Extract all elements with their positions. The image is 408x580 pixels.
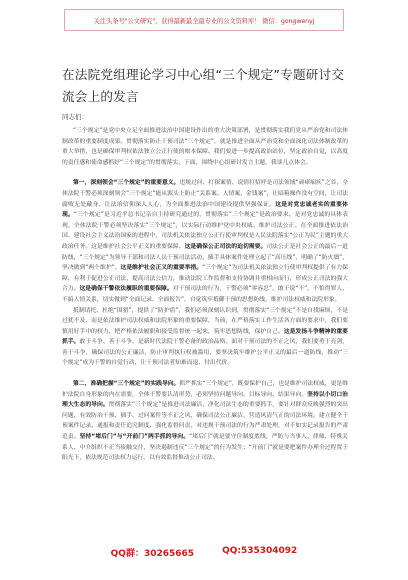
- paragraph-text: “三个规定”是习近平总书记亲自主持研究通过的，贯彻落实“三个规定”是政治要求、是对党忠诚的具体表现，全体法院干警必须坚决落实“三个规定”，以实际行动维护党中央权威、维护司法公正。在全面推进依法治国、建设社会主义法治国家的进程中，司法机关依法独立公正行使审判权是人民法院落实“公正为民”主题的重大政治任务。这是维护社会公平正义的重要保障。: [62, 212, 348, 250]
- paragraph-text: “堵后门”就是要守住制度底线，严防与当事人、律师、特殊关系人、中介组织不正当接触交往，坚决遏制违反“三个规定”的行为发生；“开前门”就是要把案件办理全过程置于阳光下，依法规范司法权力运行，以有效监督推动公正司法。: [62, 434, 348, 462]
- footer-qq-group: QQ群：30265665: [110, 549, 195, 559]
- body-paragraph: [62, 306, 348, 370]
- paragraph-text: 抵制请托、杜绝“围猎”，提供了“防护盾”，我们必须深刻认识到，贯彻落实“三个规定”不是自找麻烦，不是过犹不及，而是依法维护司法权威和法院形象的重要保障，当前，在严格落实工作生活各方面的要求中，我们要慎用好手中的权力，把严格依法履职和接受监督统一起来，筑牢思想防线，保护自己。: [62, 307, 348, 335]
- bold-heading-text: 这是维护社会正义的重要举措。: [120, 265, 203, 272]
- footer-qq-number: QQ:535304092: [222, 546, 298, 556]
- bold-heading-text: 坚持以小切口治理大生态的导向。: [62, 391, 348, 409]
- paragraph-text: 抓严抓实“三个规定”，既要保护自己，也是维护司法权威，更是维护法院自身形象的内在需要，全体干警要认清形势，必须坚持问题导向、目标导向、结果导向。: [62, 381, 348, 398]
- body-paragraph: [62, 379, 348, 464]
- bold-heading-text: 第二，准确把握“三个规定”的实践导向。: [73, 381, 180, 388]
- bold-heading-text: 这是确保干警依法履职的重要保障。: [79, 286, 173, 293]
- paragraph-text: 司法公正是社会公正的最后一道防线，“三个规定”为领导干部和司法人员干预司法活动、插手具体案件处理立起了“高压线”，明确了“防火墙”，坚决做到“两个维护”。: [62, 243, 348, 272]
- bold-heading-text: 这是发扬斗争精神的重要抓手。: [62, 328, 348, 346]
- paragraph-text: 违规过问、打探案情、说情打招呼是司法领域“顽瘴痼疾”之首，全体法院干警必须深刻领会“三个规定”能从源头上防止“关系案、人情案、金钱案”，让暗箱操作没有空间，让司法腐败无处藏身、让法治信仰深入人心，为全面推进法治中国建设提供坚强保证。: [62, 180, 348, 208]
- paragraph-text: “三个规定”为司法机关依法独立行使审判权提供了有力保障，有利于促进公正司法，提高司法公信力，推动法院工作监督和支持协调并重相向而行，形成公正司法的强大合力。: [62, 265, 348, 293]
- greeting: 同志们：: [62, 113, 88, 121]
- bold-heading-text: 第一，深刻领会“三个规定”的重要意义。: [73, 180, 180, 187]
- paragraph-text: 敢于斗争、善于斗争，是新时代法院干警必备的政治品格。面对干预司法的不正之风，我们要勇于亮剑，善于斗争，确保司法的公正廉洁，防止审判执行权被滥用，要坚决筑牢维护公平正义的最后一道防线，推动“三个规定”成为干警的自觉行动，让干预司法者知难而退、付出代价。: [62, 339, 348, 367]
- promo-banner: [64, 9, 344, 31]
- document-body: [62, 126, 348, 464]
- body-paragraph: [62, 178, 348, 305]
- paragraph-text: 对干预司法的行为，干警必须“零容忍”，敢于说“不”，不怕得罪人、不搞人情关系，切实做到“全面记录、全面报告”，自觉筑牢抵御干预的思想防线，维护司法权威和法院形象。: [62, 286, 348, 303]
- paragraph-text: 贯彻落实“三个规定”是推进司法廉洁、净化司法生态的重要抓手，要针对群众反映强烈的突出问题，有效防治干预、插手、过问案件等不正之风，确保司法公正廉洁，营造风清气正的司法环境。建立健全干预案件记录、通报和责任追究制度，强化监督问责，对违规干预司法的行为严肃处理，对不如实记录报告的严肃追责。: [62, 402, 348, 441]
- contact-footer: [0, 546, 408, 560]
- bold-heading-text: 这是对党忠诚老实的重要体现。: [62, 201, 348, 219]
- bold-heading-text: 这是确保公正司法的迫切需要。: [184, 243, 267, 250]
- bold-heading-text: 坚持“堵后门”与“开前门”两手抓的导向。: [79, 434, 190, 441]
- body-paragraph: [62, 126, 348, 168]
- promo-banner-text: 关注头条号"公文研究"，获得最新最全最专业的公文资料库！ 微信：gongwenyj: [93, 17, 315, 25]
- document-title: 在法院党组理论学习中心组“三个规定”专题研讨交流会上的发言: [62, 67, 345, 104]
- paragraph-text: “三个规定”是党中央立足全面推进法治中国建设作出的重大决策部署，是贯彻落实我们党从严治党和司法体制改革的重要制度成果。贯彻落实防止干预司法“三个规定”，就是推进全面从严治党和全面深化司法体制改革的重大举措，也是确保审判权依法独立公正行使的根本保障。我们要进一步提高政治站位，坚定政治自觉，以高度的责任感和使命感抓好“三个规定”的贯彻落实。下面，围绕中心组研讨发言主题，我谈几点体会。: [62, 128, 348, 166]
